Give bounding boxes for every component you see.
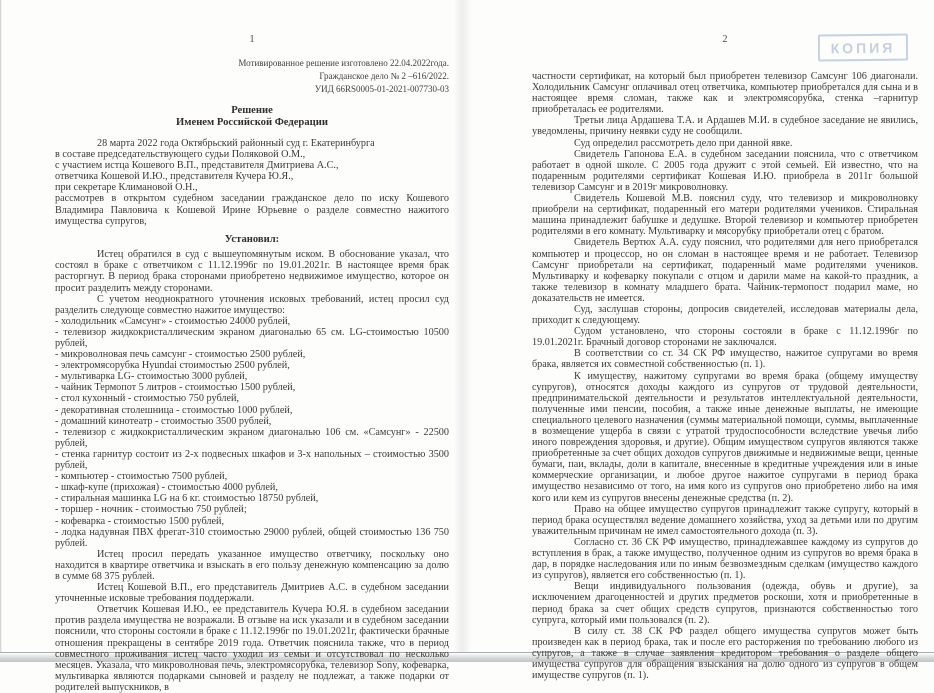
paragraph-article-36-p2: Вещи индивидуального пользования (одежда, обувь и другие), за исключением драгоценностей и других предметов роскоши, хотя и приобретенные в период брака за счет общих средств супругов, признаются собственностью того супруга, который ими пользовался (п. 2). bbox=[532, 581, 918, 626]
paragraph-witness-koshevoy: Свидетель Кошевой М.В. пояснил суду, что телевизор и микроволновку приобрели на сертификат, подаренный его матери родителями учеников. Стиральная машина принадлежит бабушке и дедушке. Второй телевизор и компьютер приобретен родителями в его комнату. Мультиварку и мясорубку приобретали отец с братом. bbox=[532, 193, 918, 238]
intro-line-defendant: ответчика Кошевой И.Ю., представителя Кучера Ю.Я., bbox=[55, 171, 294, 183]
property-list-item: - холодильник «Самсунг» - стоимостью 24000 рублей, bbox=[55, 315, 291, 327]
decision-meta bbox=[55, 57, 449, 96]
paragraph-defendant-position: Ответчик Кошевая И.Ю., ее представитель Кучера Ю.Я. в судебном заседании против раздела имущества не возражали. В отзыве на иск указали и в судебном заседании пояснили, что стороны состояли в браке с 11.12.1996г по 19.01.2021г, фактически брачные отношения прекращены в сентябре 2019 года. Ответчик пояснила также, что в период совместного проживания истец часто уходил из семьи и отсутствовал по несколько месяцев. Указала, что микроволновая печь, электромясорубка, телевизор Sony, кофеварка, мультиварка являются подарками сыновей и разделу не подлежат, а также подарки от родителей выпускников, в bbox=[55, 604, 449, 693]
paragraph-court-decision-to-proceed: Суд определил рассмотреть дело при данной явке. bbox=[574, 137, 793, 149]
paragraph-article-34-p2: К имуществу, нажитому супругами во время брака (общему имуществу супругов), относятся доходы каждого из супругов от трудовой деятельности, предпринимательской деятельности и результатов интеллектуальной деятельности, полученные ими пенсии, пособия, а также иные денежные выплаты, не имеющие специального целевого назначения (суммы материальной помощи, суммы, выплаченные в возмещение ущерба в связи с утратой трудоспособности вследствие увечья либо иного повреждения здоровья, и другие). Общим имуществом супругов являются также приобретенные за счет общих доходов супругов движимые и недвижимые вещи, ценные бумаги, паи, вклады, доли в капитале, внесенные в кредитные учреждения или в иные коммерческие организации, и любое другое нажитое супругами в период брака имущество независимо от того, на имя кого из супругов оно приобретено либо на имя кого или кем из супругов внесены денежные средства (п. 2). bbox=[532, 370, 918, 504]
page-1-number: 1 bbox=[249, 34, 255, 45]
intro-line-secretary: при секретаре Климановой О.Н., bbox=[55, 182, 198, 194]
intro-line-plaintiff: с участием истца Кошевого В.П., представителя Дмитриева А.С., bbox=[55, 160, 339, 172]
property-list-item: - торшер - ночник - стоимостью 750 рублей; bbox=[55, 504, 247, 516]
paragraph-article-34-p3: Право на общее имущество супругов принадлежит также супругу, который в период брака осуществлял ведение домашнего хозяйства, уход за детьми или по другим уважительным причинам не имел самостоятельного дохода (п. 3). bbox=[532, 503, 918, 537]
paragraph-third-parties: Третьи лица Ардашева Т.А. и Ардашев М.И. в судебное заседание не явились, уведомлены, причину неявки суду не сообщили. bbox=[532, 115, 918, 138]
property-list-item: - телевизор с жидкокристаллическим экраном диагональю 106 см. «Самсунг» - 22500 рублей, bbox=[55, 426, 449, 449]
property-list-item: - домашний кинотеатр - стоимостью 3500 рублей, bbox=[55, 415, 272, 427]
property-list-item: - лодка надувная ПВХ фрегат-310 стоимостью 29000 рублей, общей стоимостью 136 750 рублей. bbox=[55, 526, 449, 549]
property-list-item: - стол кухонный - стоимостью 750 рублей, bbox=[55, 393, 239, 405]
paragraph-witness-vertyukh: Свидетель Вертюх А.А. суду пояснил, что родителями для него приобретался компьютер и процессор, но он сломан в настоящее время и не работает. Телевизор Самсунг приобретали на сертификат, подаренный маме родителями учеников. Мультиварку и кофеварку покупали с отцом и дарили маме на какой-то праздник, а также телевизор в комнату младшего брата. Чайник-термопост подарил маме, но доказательств не имеется. bbox=[532, 237, 918, 304]
property-list-item: - мультиварка LG- стоимостью 3000 рублей, bbox=[55, 371, 248, 383]
decision-subtitle: Именем Российской Федерации bbox=[176, 116, 328, 128]
paragraph-witness-gaponova: Свидетель Гапонова Е.А. в судебном заседании пояснила, что с ответчиком работает в одной школе. С 2005 года дружит с этой семьей. Ей известно, что на подаренным родителями сертификат Кошевая И.Ю. приобрела в 2011г большой телевизор Самсунг и в 2019г микроволновку. bbox=[532, 148, 918, 193]
page-2 bbox=[532, 34, 918, 681]
meta-line-made-date: Мотивированное решение изготовлено 22.04.2022года. bbox=[238, 58, 449, 68]
paragraph-list-intro: С учетом неоднократного уточнения исковых требований, истец просил суд разделить следующе совместно нажитое имущество: bbox=[55, 293, 449, 316]
intro-line-court: 28 марта 2022 года Октябрьский районный суд г. Екатеринбурга bbox=[97, 138, 375, 149]
copy-stamp-label: КОПИЯ bbox=[830, 39, 896, 56]
intro-line-judge: в составе председательствующего судьи Поляковой О.М., bbox=[55, 149, 306, 161]
scan-left-edge bbox=[0, 0, 2, 662]
paragraph-marriage-established: Судом установлено, что стороны состояли в браке с 11.12.1996г по 19.01.2021г. Брачный договор сторонами не заключался. bbox=[532, 326, 918, 349]
page-1 bbox=[55, 34, 449, 693]
paragraph-continuation: частности сертификат, на который был приобретен телевизор Самсунг 106 диагонали. Холодильник Самсунг оплачивал отец ответчика, компьютер приобретался для сына и в настоящее время сломан, также как и электромясорубка, стенка –гарнитур приобреталась ее родителями. bbox=[532, 71, 918, 116]
paragraph-article-38-p1: В силу ст. 38 СК РФ раздел общего имущества супругов может быть произведен как в период брака, так и после его расторжения по требованию любого из супругов, а также в случае заявления кредитором требования о разделе общего имущества супругов для обращения взыскания на долю одного из супругов в общем имуществе супругов (п. 1). bbox=[532, 625, 918, 682]
property-list-item: - электромясорубка Hyundai стоимостью 2500 рублей, bbox=[55, 360, 290, 372]
page-seam bbox=[454, 0, 472, 662]
court-intro bbox=[55, 138, 449, 227]
page-2-number: 2 bbox=[722, 34, 728, 45]
paragraph-article-34-p1: В соответствии со ст. 34 СК РФ имущество, нажитое супругами во время брака, является их совместной собственностью (п. 1). bbox=[532, 348, 918, 371]
section-heading-ustanovil: Установил: bbox=[224, 233, 280, 245]
page-2-body bbox=[532, 71, 918, 681]
meta-line-uid: УИД 66RS0005-01-2021-007730-03 bbox=[314, 84, 449, 94]
paragraph-court-conclusion-intro: Суд, заслушав стороны, допросив свидетелей, исследовав материалы дела, приходит к следующему. bbox=[532, 303, 918, 327]
property-list-item: - кофеварка - стоимостью 1500 рублей, bbox=[55, 515, 225, 527]
property-list-item: - телевизор жидкокристаллическим экраном диагональю 65 см. LG-стоимостью 10500 рублей, bbox=[55, 326, 449, 349]
property-list bbox=[55, 316, 449, 549]
property-list-item: - чайник Термопот 5 литров - стоимостью 1500 рублей, bbox=[55, 382, 296, 394]
property-list-item: - шкаф-купе (прихожая) - стоимостью 4000 рублей, bbox=[55, 482, 278, 494]
paragraph-transfer-request: Истец просил передать указанное имущество ответчику, поскольку оно находится в квартире ответчика и взыскать в его пользу денежную компенсацию за долю в сумме 68 375 рублей. bbox=[55, 548, 449, 582]
paragraph-article-36-p1: Согласно ст. 36 СК РФ имущество, принадлежавшее каждому из супругов до вступления в брак, а также имущество, полученное одним из супругов во время брака в дар, в порядке наследования или по иным безвозмездным сделкам (имущество каждого из супругов), является его собственностью (п. 1). bbox=[532, 536, 918, 582]
intro-line-case: рассмотрев в открытом судебном заседании гражданское дело по иску Кошевого Владимира Павловича к Кошевой Ирине Юрьевне о разделе совместно нажитого имущества супругов, bbox=[55, 193, 449, 227]
property-list-item: - микроволновая печь самсунг - стоимостью 2500 рублей, bbox=[55, 349, 306, 361]
paragraph-plaintiff-position: Истец Кошевой В.П., его представитель Дмитриев А.С. в судебном заседании уточненные исковые требования поддержали. bbox=[55, 582, 449, 605]
decision-title: Решение bbox=[231, 105, 273, 116]
page-1-body bbox=[55, 249, 449, 693]
paragraph-claim: Истец обратился в суд с вышеупомянутым иском. В обоснование указал, что состоял в браке с ответчиком с 11.12.1996г по 19.01.2021г. В настоящее время брак расторгнут. В период брака сторонами приобретено недвижимое имущество, которое он просит разделить между сторонами. bbox=[55, 249, 449, 294]
property-list-item: - стиральная машинка LG на 6 кг. стоимостью 18750 рублей, bbox=[55, 493, 319, 505]
property-list-item: - стенка гарнитур состоит из 2-х подвесных шкафов и 3-х напольных – стоимостью 3500 рублей, bbox=[55, 448, 449, 472]
decision-title-block bbox=[55, 105, 449, 128]
meta-line-case-number: Гражданское дело № 2 –616/2022. bbox=[319, 71, 449, 81]
property-list-item: - декоративная столешница - стоимостью 1000 рублей, bbox=[55, 404, 293, 416]
property-list-item: - компьютер - стоимостью 7500 рублей, bbox=[55, 471, 228, 483]
